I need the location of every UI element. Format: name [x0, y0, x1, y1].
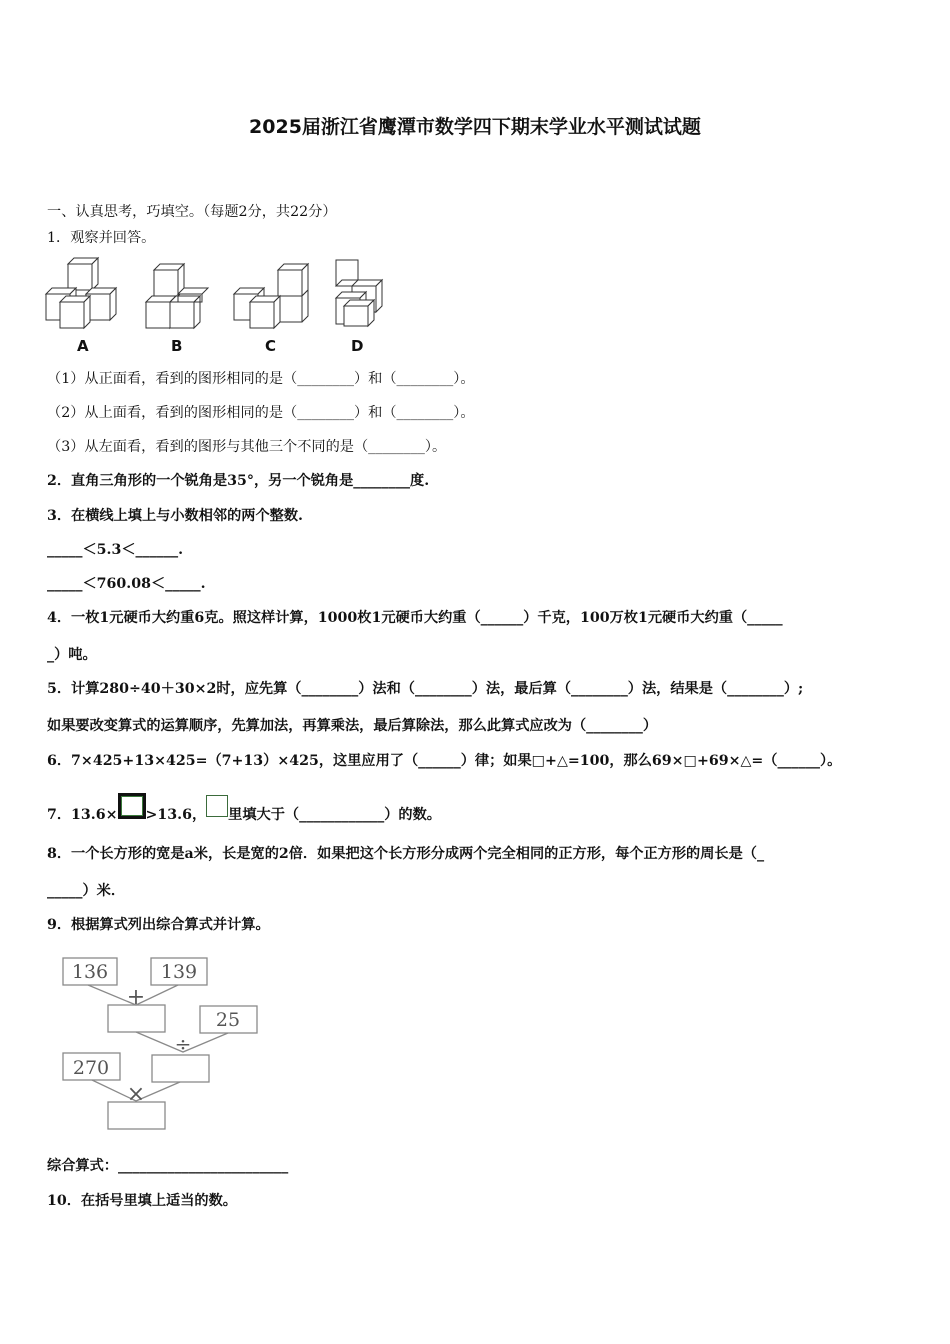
cube-label-a: A	[77, 337, 89, 355]
q2: 2．直角三角形的一个锐角是35°，另一个锐角是________度.	[47, 473, 430, 489]
q5-line2: 如果要改变算式的运算顺序，先算加法，再算乘法，最后算除法，那么此算式应改为（________）	[47, 718, 658, 734]
cube-label-b: B	[171, 337, 183, 355]
q4-line1: 4．一枚1元硬币大约重6克。照这样计算，1000枚1元硬币大约重（______）千克，100万枚1元硬币大约重（_____	[47, 610, 783, 626]
section-heading: 一、认真思考，巧填空。（每题2分，共22分）	[47, 204, 337, 220]
q6: 6．7×425+13×425=（7+13）×425，这里应用了（______）律；如果□+△=100，那么69×□+69×△=（______）。	[47, 753, 842, 769]
cube-figure-d	[336, 260, 382, 326]
cube-figure-b	[146, 264, 208, 328]
q7-part2: >13.6，	[145, 807, 207, 823]
q8-line1: 8．一个长方形的宽是a米，长是宽的2倍．如果把这个长方形分成两个完全相同的正方形，每个正方形的周长是（_	[47, 846, 765, 862]
num-139: 139	[160, 961, 198, 983]
blank-square-icon	[206, 795, 228, 817]
q5-line1: 5．计算280÷40＋30×2时，应先算（________）法和（________）法，最后算（________）法，结果是（________）;	[47, 681, 804, 697]
q4-line2: _）吨。	[47, 647, 97, 663]
blank-square-icon	[118, 793, 146, 819]
q7	[47, 793, 441, 825]
q3-stem: 3．在横线上填上与小数相邻的两个整数.	[47, 508, 303, 524]
q8-line2: _____）米．	[47, 883, 126, 899]
q1-part1: （1）从正面看，看到的图形相同的是（________）和（________）。	[47, 371, 475, 387]
num-136: 136	[71, 961, 109, 983]
plus-icon: +	[126, 985, 146, 1010]
q9-stem: 9．根据算式列出综合算式并计算。	[47, 917, 270, 933]
cube-figure-c	[234, 264, 308, 328]
cube-label-c: C	[265, 337, 277, 355]
q9-answer: 综合算式：________________________	[47, 1158, 289, 1174]
q3-a: _____＜5.3＜______.	[47, 542, 184, 558]
q1-stem: 1．观察并回答。	[47, 230, 156, 246]
q1-part2: （2）从上面看，看到的图形相同的是（________）和（________）。	[47, 405, 475, 421]
q7-part1: 7．13.6×	[47, 807, 118, 823]
q3-b: _____＜760.08＜_____.	[47, 576, 206, 592]
q1-part3: （3）从左面看，看到的图形与其他三个不同的是（________）。	[47, 439, 447, 455]
cube-figure-a	[46, 258, 116, 328]
cube-figures	[40, 256, 400, 356]
page-title: 2025届浙江省鹰潭市数学四下期末学业水平测试试题	[249, 116, 701, 138]
box-quotient	[152, 1055, 209, 1082]
cube-label-d: D	[351, 337, 364, 355]
calc-flow-diagram	[58, 955, 268, 1133]
q10: 10．在括号里填上适当的数。	[47, 1193, 237, 1209]
num-25: 25	[215, 1009, 241, 1031]
divide-icon: ÷	[174, 1032, 192, 1056]
num-270: 270	[72, 1057, 110, 1079]
q7-part3: 里填大于（____________）的数。	[228, 807, 441, 823]
times-icon: ×	[126, 1082, 146, 1107]
